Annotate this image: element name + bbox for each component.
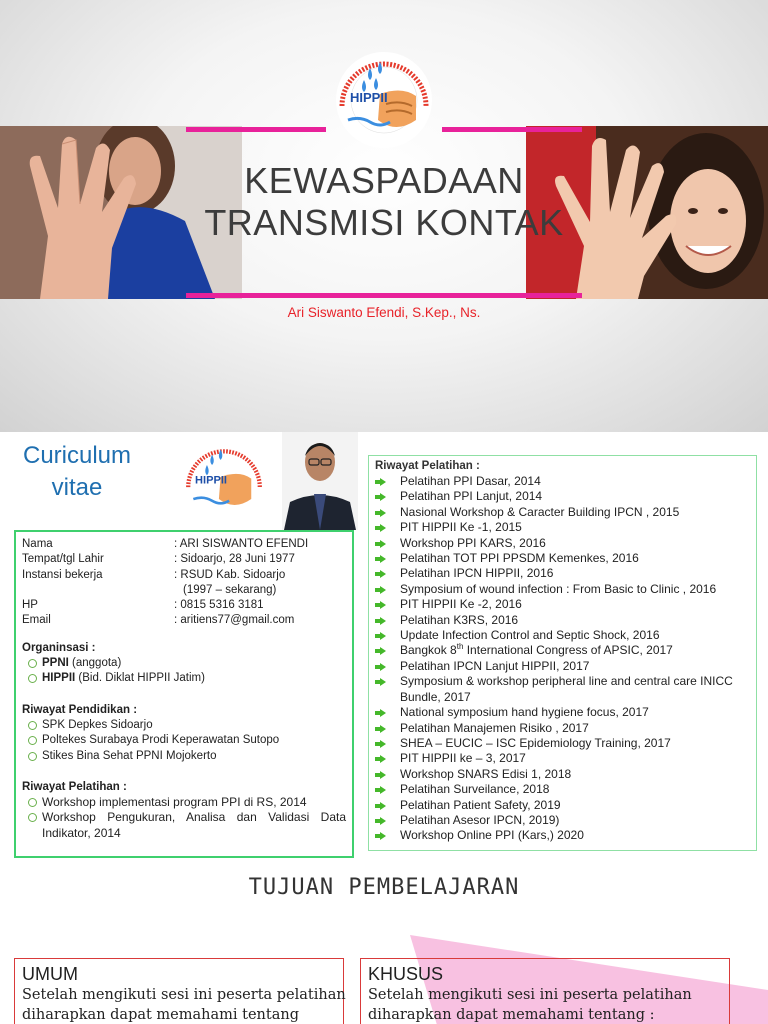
cv-row-instansi-period: (1997 – sekarang) [183,583,277,596]
cv-title-line-1: Curiculum [22,442,132,469]
svg-text:HIPPII: HIPPII [350,90,388,105]
accent-line-top-right [442,127,582,132]
arrow-bullet-icon [375,678,386,686]
training-item: Workshop PPI KARS, 2016 [375,536,750,551]
training-heading-right: Riwayat Pelatihan : [375,460,480,472]
hippii-logo [330,50,438,150]
arrow-bullet-icon [375,725,386,733]
org-item: PPNI (anggota) [22,656,346,671]
specific-objective-box [360,958,730,1024]
training-item: Symposium of wound infection : From Basic to Clinic , 2016 [375,582,750,597]
training-item: Workshop SNARS Edisi 1, 2018 [375,767,750,782]
specific-objective-line-1: Setelah mengikuti sesi ini peserta pelatihan [368,987,692,1003]
training-item: Pelatihan Surveilance, 2018 [375,782,750,797]
presentation-title [0,160,768,244]
general-objective-heading: UMUM [22,964,78,984]
training-item: Bangkok 8th International Congress of APSIC, 2017 [375,643,750,658]
specific-objective-heading: KHUSUS [368,964,444,984]
arrow-bullet-icon [375,493,386,501]
arrow-bullet-icon [375,755,386,763]
circle-bullet-icon [28,659,37,668]
cv-title [12,440,142,504]
arrow-bullet-icon [375,786,386,794]
training-item: PIT HIPPII Ke -2, 2016 [375,597,750,612]
training-item: Workshop Online PPI (Kars,) 2020 [375,828,750,843]
cv-row-nama: Nama : ARI SISWANTO EFENDI [22,538,309,550]
training-item: SHEA – EUCIC – ISC Epidemiology Training, 2017 [375,736,750,751]
cv-row-ttl: Tempat/tgl Lahir : Sidoarjo, 28 Juni 1977 [22,553,295,566]
arrow-bullet-icon [375,802,386,810]
training-item-left: Workshop Pengukuran, Analisa dan Validasi Data Indikator, 2014 [22,810,346,841]
training-item: Pelatihan K3RS, 2016 [375,613,750,628]
cv-details-box [14,530,354,858]
training-item: Pelatihan PPI Lanjut, 2014 [375,489,750,504]
svg-text:HIPPII: HIPPII [195,474,228,487]
objectives-title: TUJUAN PEMBELAJARAN [248,875,520,900]
org-item: HIPPII (Bid. Diklat HIPPII Jatim) [22,671,346,686]
accent-line-top-left [186,127,326,132]
training-item: Pelatihan IPCN HIPPII, 2016 [375,566,750,581]
edu-item: Stikes Bina Sehat PPNI Mojokerto [22,749,346,764]
arrow-bullet-icon [375,709,386,717]
training-item: Pelatihan Asesor IPCN, 2019) [375,813,750,828]
title-slide [0,0,768,432]
personal-info [22,537,346,629]
arrow-bullet-icon [375,817,386,825]
circle-bullet-icon [28,721,37,730]
arrow-bullet-icon [375,509,386,517]
training-item-left: Workshop implementasi program PPI di RS, 2014 [22,795,346,810]
cv-slide [0,432,768,865]
profile-photo [282,432,358,530]
arrow-bullet-icon [375,540,386,548]
title-line-1: KEWASPADAAN [244,160,524,201]
arrow-bullet-icon [375,601,386,609]
training-item: Update Infection Control and Septic Shock, 2016 [375,628,750,643]
arrow-bullet-icon [375,586,386,594]
arrow-bullet-icon [375,647,386,655]
general-objective-box [14,958,344,1024]
training-item: Pelatihan IPCN Lanjut HIPPII, 2017 [375,659,750,674]
cv-row-email: Email : aritiens77@gmail.com [22,614,295,627]
training-item: Pelatihan Manajemen Risiko , 2017 [375,721,750,736]
training-item: PIT HIPPII Ke -1, 2015 [375,520,750,535]
arrow-bullet-icon [375,524,386,532]
training-item: National symposium hand hygiene focus, 2017 [375,705,750,720]
arrow-bullet-icon [375,771,386,779]
cv-row-instansi: Instansi bekerja : RSUD Kab. Sidoarjo [22,568,286,581]
training-heading-left: Riwayat Pelatihan : [22,780,127,793]
edu-item: Poltekes Surabaya Prodi Keperawatan Sutopo [22,733,346,748]
objectives-slide [0,865,768,1024]
arrow-bullet-icon [375,663,386,671]
circle-bullet-icon [28,798,37,807]
circle-bullet-icon [28,752,37,761]
training-item: Pelatihan Patient Safety, 2019 [375,798,750,813]
arrow-bullet-icon [375,632,386,640]
circle-bullet-icon [28,813,37,822]
accent-line-bottom [186,293,582,298]
training-item: PIT HIPPII ke – 3, 2017 [375,751,750,766]
general-objective-line-2: diharapkan dapat memahami tentang [22,1007,299,1023]
title-line-2: TRANSMISI KONTAK [204,202,564,243]
specific-objective-line-2: diharapkan dapat memahami tentang : [368,1007,655,1023]
arrow-bullet-icon [375,740,386,748]
edu-item: SPK Depkes Sidoarjo [22,718,346,733]
arrow-bullet-icon [375,617,386,625]
training-item: Nasional Workshop & Caracter Building IPCN , 2015 [375,505,750,520]
arrow-bullet-icon [375,478,386,486]
training-item: Pelatihan TOT PPI PPSDM Kemenkes, 2016 [375,551,750,566]
training-item: Symposium & workshop peripheral line and central care INICC Bundle, 2017 [375,674,750,705]
circle-bullet-icon [28,674,37,683]
training-history-box [368,455,757,851]
cv-row-hp: HP : 0815 5316 3181 [22,599,264,612]
arrow-bullet-icon [375,555,386,563]
org-heading: Organinsasi : [22,641,96,654]
arrow-bullet-icon [375,832,386,840]
general-objective-line-1: Setelah mengikuti sesi ini peserta pelatihan [22,987,346,1003]
author-name: Ari Siswanto Efendi, S.Kep., Ns. [287,305,481,320]
hippii-logo-small [178,436,270,528]
edu-heading: Riwayat Pendidikan : [22,703,138,716]
circle-bullet-icon [28,736,37,745]
training-item: Pelatihan PPI Dasar, 2014 [375,474,750,489]
arrow-bullet-icon [375,570,386,578]
cv-title-line-2: vitae [51,474,103,501]
